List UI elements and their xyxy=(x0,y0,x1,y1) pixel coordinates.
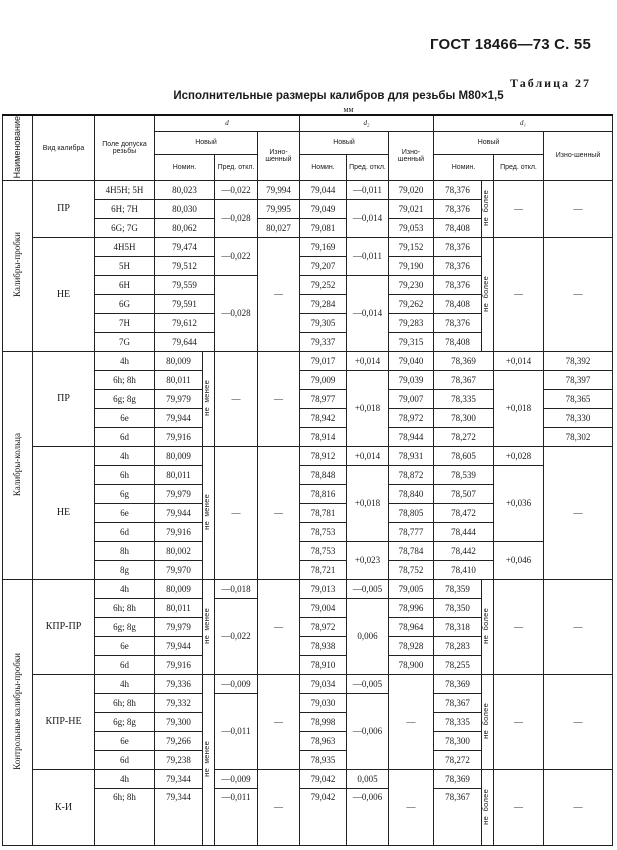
d2-deviation: +0,023 xyxy=(347,542,389,580)
tolerance-field: 6g; 8g xyxy=(95,618,155,637)
d1-worn: — xyxy=(544,238,613,352)
d-deviation: — xyxy=(215,352,258,447)
d-deviation: —0,018 xyxy=(215,580,258,599)
d2-nominal: 79,049 xyxy=(300,200,347,219)
header-d1-new: Новый xyxy=(434,131,544,155)
d2-worn: 79,053 xyxy=(389,219,434,238)
tolerance-field: 6H; 7H xyxy=(95,200,155,219)
d-nominal: 79,344 xyxy=(155,789,203,846)
d-deviation: —0,028 xyxy=(215,276,258,352)
d-nominal: 79,970 xyxy=(155,561,203,580)
tolerance-field: 7G xyxy=(95,333,155,352)
d2-nominal: 79,252 xyxy=(300,276,347,295)
tolerance-field: 6d xyxy=(95,656,155,675)
d1-nominal: 78,335 xyxy=(434,713,482,732)
table-row xyxy=(3,238,613,257)
d2-nominal: 78,942 xyxy=(300,409,347,428)
d2-worn: 78,972 xyxy=(389,409,434,428)
table-row xyxy=(3,580,613,599)
d1-nominal: 78,539 xyxy=(434,466,494,485)
d1-worn: — xyxy=(544,580,613,675)
d2-nominal: 79,004 xyxy=(300,599,347,618)
d1-nominal: 78,605 xyxy=(434,447,494,466)
d2-nominal: 79,337 xyxy=(300,333,347,352)
d-nominal: 79,916 xyxy=(155,656,203,675)
header-pole: Поле допуска резьбы xyxy=(95,115,155,181)
d1-nominal: 78,255 xyxy=(434,656,482,675)
ne-bolee-note: не более xyxy=(482,238,494,352)
d1-deviation: +0,036 xyxy=(494,466,544,542)
d-nominal: 79,944 xyxy=(155,409,203,428)
d2-worn: 79,315 xyxy=(389,333,434,352)
ne-menee-note: не менее xyxy=(203,447,215,580)
d2-worn: 79,039 xyxy=(389,371,434,390)
d1-nominal: 78,300 xyxy=(434,732,482,751)
header-d: d xyxy=(155,115,300,131)
d-worn: 79,994 xyxy=(258,181,300,200)
tolerance-field: 6d xyxy=(95,428,155,447)
d1-nominal: 78,376 xyxy=(434,257,482,276)
ne-bolee-note: не более xyxy=(482,181,494,238)
d-nominal: 80,023 xyxy=(155,181,215,200)
d2-worn: 79,007 xyxy=(389,390,434,409)
tolerance-field: 6e xyxy=(95,732,155,751)
d2-nominal: 79,081 xyxy=(300,219,347,238)
d-nominal: 80,062 xyxy=(155,219,215,238)
ne-bolee-note: не более xyxy=(482,580,494,675)
d-deviation: —0,009 xyxy=(215,770,258,789)
d-nominal: 79,916 xyxy=(155,428,203,447)
d1-nominal: 78,369 xyxy=(434,675,482,694)
gauge-kind: ПР xyxy=(33,352,95,447)
d2-worn: 78,752 xyxy=(389,561,434,580)
d1-worn: 78,302 xyxy=(544,428,613,447)
d1-nominal: 78,367 xyxy=(434,694,482,713)
table-row xyxy=(3,466,613,485)
d2-deviation: +0,018 xyxy=(347,466,389,542)
tolerance-field: 4H5H; 5H xyxy=(95,181,155,200)
d-nominal: 80,009 xyxy=(155,352,203,371)
d1-worn: — xyxy=(544,675,613,770)
table-number: Таблица 27 xyxy=(510,76,591,90)
tolerance-field: 6e xyxy=(95,504,155,523)
d2-nominal: 78,977 xyxy=(300,390,347,409)
gauge-kind: К-И xyxy=(33,770,95,846)
d2-worn: 79,262 xyxy=(389,295,434,314)
header-vid: Вид калибра xyxy=(33,115,95,181)
header-naimenovanie: Наименование xyxy=(3,115,33,181)
tolerance-field: 6g; 8g xyxy=(95,713,155,732)
d1-nominal: 78,350 xyxy=(434,599,482,618)
d1-deviation: — xyxy=(494,675,544,770)
d1-deviation: — xyxy=(494,238,544,352)
tolerance-field: 4H5H xyxy=(95,238,155,257)
d1-deviation: — xyxy=(494,580,544,675)
tolerance-field: 6h; 8h xyxy=(95,599,155,618)
tolerance-field: 8h xyxy=(95,542,155,561)
d2-deviation: 0,005 xyxy=(347,770,389,789)
tolerance-field: 6h; 8h xyxy=(95,694,155,713)
d-worn: — xyxy=(258,675,300,770)
header-d2: d₂ xyxy=(300,115,434,131)
d-nominal: 79,944 xyxy=(155,637,203,656)
header-d2-worn: Изно-шенный xyxy=(389,131,434,181)
d2-deviation: —0,014 xyxy=(347,276,389,352)
header-d-new: Новый xyxy=(155,131,258,155)
d-nominal: 79,979 xyxy=(155,485,203,504)
d1-nominal: 78,408 xyxy=(434,219,482,238)
d2-nominal: 79,284 xyxy=(300,295,347,314)
d-nominal: 79,474 xyxy=(155,238,215,257)
d2-worn: — xyxy=(389,675,434,770)
d2-worn: 78,777 xyxy=(389,523,434,542)
header-d-worn: Изно-шенный xyxy=(258,131,300,181)
d2-deviation: —0,011 xyxy=(347,238,389,276)
ne-menee-note: не менее xyxy=(203,580,215,675)
d-deviation: — xyxy=(215,447,258,580)
ne-menee-note: не менее xyxy=(203,675,215,846)
d2-nominal: 78,972 xyxy=(300,618,347,637)
d2-worn: 79,152 xyxy=(389,238,434,257)
d2-nominal: 79,009 xyxy=(300,371,347,390)
table-row xyxy=(3,675,613,694)
tolerance-field: 5H xyxy=(95,257,155,276)
d1-nominal: 78,376 xyxy=(434,276,482,295)
d2-worn: 79,190 xyxy=(389,257,434,276)
d1-nominal: 78,376 xyxy=(434,181,482,200)
d-worn: — xyxy=(258,770,300,846)
d1-nominal: 78,369 xyxy=(434,770,482,789)
d-nominal: 79,944 xyxy=(155,504,203,523)
d2-nominal: 78,914 xyxy=(300,428,347,447)
d-deviation: —0,022 xyxy=(215,238,258,276)
d2-worn: 79,005 xyxy=(389,580,434,599)
d1-nominal: 78,444 xyxy=(434,523,494,542)
d2-nominal: 79,034 xyxy=(300,675,347,694)
d2-deviation: —0,014 xyxy=(347,200,389,238)
d2-nominal: 78,963 xyxy=(300,732,347,751)
d1-nominal: 78,442 xyxy=(434,542,494,561)
d-nominal: 79,300 xyxy=(155,713,203,732)
d-nominal: 79,512 xyxy=(155,257,215,276)
d2-nominal: 78,935 xyxy=(300,751,347,770)
d2-worn: 79,230 xyxy=(389,276,434,295)
d-nominal: 80,011 xyxy=(155,466,203,485)
table-row xyxy=(3,352,613,371)
d1-nominal: 78,318 xyxy=(434,618,482,637)
table-row xyxy=(3,371,613,390)
d2-worn: 79,283 xyxy=(389,314,434,333)
gauge-kind: КПР-НЕ xyxy=(33,675,95,770)
d-worn: — xyxy=(258,580,300,675)
d2-deviation: +0,014 xyxy=(347,447,389,466)
d1-nominal: 78,272 xyxy=(434,428,494,447)
d1-nominal: 78,369 xyxy=(434,352,494,371)
tolerance-field: 6G; 7G xyxy=(95,219,155,238)
d-deviation: —0,011 xyxy=(215,789,258,846)
table-row xyxy=(3,447,613,466)
d2-deviation: —0,005 xyxy=(347,580,389,599)
d2-nominal: 79,013 xyxy=(300,580,347,599)
d2-deviation: —0,006 xyxy=(347,694,389,770)
d-worn: 80,027 xyxy=(258,219,300,238)
table-row xyxy=(3,181,613,200)
d2-worn: 78,784 xyxy=(389,542,434,561)
d1-nominal: 78,376 xyxy=(434,200,482,219)
d1-worn: 78,365 xyxy=(544,390,613,409)
section-label: Калибры-пробки xyxy=(3,181,33,352)
page-header: ГОСТ 18466—73 С. 55 xyxy=(430,36,591,53)
d2-deviation: +0,018 xyxy=(347,371,389,447)
d2-worn: — xyxy=(389,770,434,846)
d-worn: — xyxy=(258,447,300,580)
units: мм xyxy=(343,105,354,114)
d-nominal: 80,009 xyxy=(155,580,203,599)
tolerance-field: 6d xyxy=(95,751,155,770)
header-d2-nomin: Номин. xyxy=(300,155,347,181)
tolerance-field: 4h xyxy=(95,770,155,789)
d-nominal: 79,644 xyxy=(155,333,215,352)
d1-nominal: 78,410 xyxy=(434,561,494,580)
d2-nominal: 78,910 xyxy=(300,656,347,675)
d2-nominal: 79,030 xyxy=(300,694,347,713)
ne-menee-note: не менее xyxy=(203,352,215,447)
d1-worn: 78,330 xyxy=(544,409,613,428)
tolerance-field: 6e xyxy=(95,637,155,656)
gauge-dimensions-table xyxy=(2,114,613,846)
d1-nominal: 78,507 xyxy=(434,485,494,504)
tolerance-field: 6g xyxy=(95,485,155,504)
d1-deviation: +0,014 xyxy=(494,352,544,371)
d2-worn: 78,931 xyxy=(389,447,434,466)
d-nominal: 80,011 xyxy=(155,599,203,618)
d2-nominal: 78,816 xyxy=(300,485,347,504)
d2-nominal: 79,042 xyxy=(300,770,347,789)
d1-nominal: 78,408 xyxy=(434,333,482,352)
d-nominal: 80,002 xyxy=(155,542,203,561)
tolerance-field: 4h xyxy=(95,675,155,694)
d-worn: — xyxy=(258,352,300,447)
d1-nominal: 78,335 xyxy=(434,390,494,409)
d2-worn: 79,021 xyxy=(389,200,434,219)
d1-nominal: 78,283 xyxy=(434,637,482,656)
d2-nominal: 79,207 xyxy=(300,257,347,276)
d1-nominal: 78,300 xyxy=(434,409,494,428)
d2-worn: 79,040 xyxy=(389,352,434,371)
d1-deviation: +0,018 xyxy=(494,371,544,447)
d2-nominal: 79,042 xyxy=(300,789,347,846)
d1-nominal: 78,408 xyxy=(434,295,482,314)
d1-deviation: +0,046 xyxy=(494,542,544,580)
d-nominal: 79,266 xyxy=(155,732,203,751)
d2-nominal: 79,305 xyxy=(300,314,347,333)
d1-worn: — xyxy=(544,447,613,580)
header-d1-worn: Изно-шенный xyxy=(544,131,613,181)
d1-worn: — xyxy=(544,181,613,238)
d2-nominal: 78,781 xyxy=(300,504,347,523)
d1-worn: 78,392 xyxy=(544,352,613,371)
d-nominal: 79,336 xyxy=(155,675,203,694)
tolerance-field: 6e xyxy=(95,409,155,428)
d-worn: — xyxy=(258,238,300,352)
d1-nominal: 78,376 xyxy=(434,238,482,257)
tolerance-field: 6h; 8h xyxy=(95,789,155,846)
tolerance-field: 4h xyxy=(95,352,155,371)
tolerance-field: 4h xyxy=(95,580,155,599)
d2-deviation: +0,014 xyxy=(347,352,389,371)
d1-nominal: 78,272 xyxy=(434,751,482,770)
d1-deviation: +0,028 xyxy=(494,447,544,466)
d2-nominal: 78,848 xyxy=(300,466,347,485)
d-nominal: 80,011 xyxy=(155,371,203,390)
d2-worn: 78,900 xyxy=(389,656,434,675)
d-deviation: —0,022 xyxy=(215,181,258,200)
ne-bolee-note: не более xyxy=(482,770,494,846)
d1-nominal: 78,359 xyxy=(434,580,482,599)
d-nominal: 79,332 xyxy=(155,694,203,713)
d2-nominal: 79,017 xyxy=(300,352,347,371)
d-deviation: —0,009 xyxy=(215,675,258,694)
header-d-nomin: Номин. xyxy=(155,155,215,181)
d1-deviation: — xyxy=(494,770,544,846)
tolerance-field: 6H xyxy=(95,276,155,295)
d2-worn: 78,996 xyxy=(389,599,434,618)
d-nominal: 79,344 xyxy=(155,770,203,789)
gauge-kind: ПР xyxy=(33,181,95,238)
d2-nominal: 79,044 xyxy=(300,181,347,200)
header-d1: d₁ xyxy=(434,115,613,131)
d1-nominal: 78,376 xyxy=(434,314,482,333)
section-label: Контрольные калибры-пробки xyxy=(3,580,33,846)
table-title: Исполнительные размеры калибров для резьбы М80×1,5 xyxy=(173,90,504,102)
header-d1-pred: Пред. откл. xyxy=(494,155,544,181)
tolerance-field: 4h xyxy=(95,447,155,466)
d2-worn: 78,928 xyxy=(389,637,434,656)
d-deviation: —0,028 xyxy=(215,200,258,238)
d-nominal: 79,612 xyxy=(155,314,215,333)
d2-deviation: —0,011 xyxy=(347,181,389,200)
d2-worn: 79,020 xyxy=(389,181,434,200)
d-nominal: 80,009 xyxy=(155,447,203,466)
d2-deviation: —0,006 xyxy=(347,789,389,846)
d2-nominal: 79,169 xyxy=(300,238,347,257)
d2-nominal: 78,938 xyxy=(300,637,347,656)
d-nominal: 79,916 xyxy=(155,523,203,542)
tolerance-field: 6d xyxy=(95,523,155,542)
d1-deviation: — xyxy=(494,181,544,238)
ne-bolee-note: не более xyxy=(482,675,494,770)
header-d1-nomin: Номин. xyxy=(434,155,494,181)
d-nominal: 80,030 xyxy=(155,200,215,219)
d2-deviation: —0,005 xyxy=(347,675,389,694)
d2-nominal: 78,912 xyxy=(300,447,347,466)
table-row xyxy=(3,542,613,561)
d-nominal: 79,979 xyxy=(155,390,203,409)
tolerance-field: 6h; 8h xyxy=(95,371,155,390)
tolerance-field: 6h xyxy=(95,466,155,485)
d-deviation: —0,022 xyxy=(215,599,258,675)
d-nominal: 79,238 xyxy=(155,751,203,770)
d2-nominal: 78,998 xyxy=(300,713,347,732)
d-deviation: —0,011 xyxy=(215,694,258,770)
d2-worn: 78,944 xyxy=(389,428,434,447)
tolerance-field: 8g xyxy=(95,561,155,580)
d-nominal: 79,591 xyxy=(155,295,215,314)
d1-nominal: 78,367 xyxy=(434,789,482,846)
d-nominal: 79,559 xyxy=(155,276,215,295)
d2-deviation: 0,006 xyxy=(347,599,389,675)
d1-nominal: 78,472 xyxy=(434,504,494,523)
d2-worn: 78,872 xyxy=(389,466,434,485)
d2-nominal: 78,753 xyxy=(300,542,347,561)
header-d-pred: Пред. откл. xyxy=(215,155,258,181)
d1-worn: 78,397 xyxy=(544,371,613,390)
d2-nominal: 78,721 xyxy=(300,561,347,580)
gauge-kind: НЕ xyxy=(33,238,95,352)
d2-worn: 78,805 xyxy=(389,504,434,523)
d1-worn: — xyxy=(544,770,613,846)
d2-nominal: 78,753 xyxy=(300,523,347,542)
header-d2-new: Новый xyxy=(300,131,389,155)
table-row xyxy=(3,770,613,789)
gauge-kind: НЕ xyxy=(33,447,95,580)
tolerance-field: 6g; 8g xyxy=(95,390,155,409)
header-d2-pred: Пред. откл. xyxy=(347,155,389,181)
gauge-kind: КПР-ПР xyxy=(33,580,95,675)
d1-nominal: 78,367 xyxy=(434,371,494,390)
d-worn: 79,995 xyxy=(258,200,300,219)
tolerance-field: 6G xyxy=(95,295,155,314)
d2-worn: 78,964 xyxy=(389,618,434,637)
tolerance-field: 7H xyxy=(95,314,155,333)
section-label: Калибры-кольца xyxy=(3,352,33,580)
d2-worn: 78,840 xyxy=(389,485,434,504)
d-nominal: 79,979 xyxy=(155,618,203,637)
